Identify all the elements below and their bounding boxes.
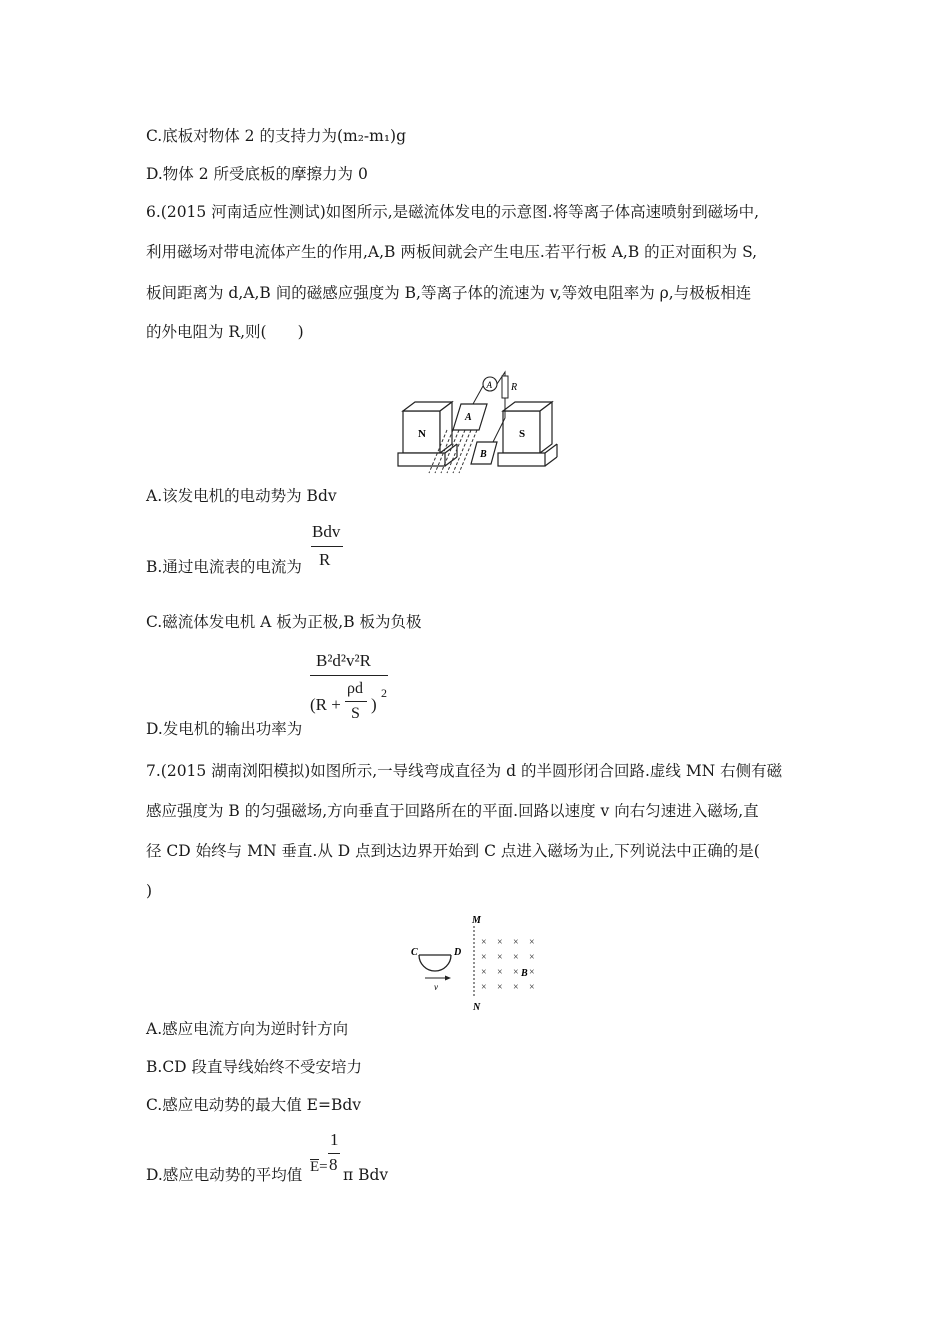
fraction-d-inner-denominator: S [351, 705, 360, 722]
svg-text:×: × [497, 952, 503, 963]
svg-text:×: × [513, 952, 519, 963]
question-7-line-4: ) [146, 882, 153, 900]
fraction-d-den-right: ) [371, 695, 377, 714]
option-6b-label: B.通过电流表的电流为 [146, 558, 302, 576]
svg-text:×: × [513, 937, 519, 948]
fig6-label-B: B [480, 449, 487, 460]
option-6d-label: D.发电机的输出功率为 [146, 720, 303, 738]
svg-text:×: × [529, 937, 535, 948]
question-7-line-1: 7.(2015 湖南浏阳模拟)如图所示,一导线弯成直径为 d 的半圆形闭合回路.虚线 MN 右侧有磁 [146, 762, 783, 780]
svg-text:×: × [529, 952, 535, 963]
fraction-d-den-left: (R + [310, 695, 341, 714]
fraction-d-numerator: B²d²v²R [316, 651, 371, 670]
mhd-generator-figure [395, 358, 560, 476]
fraction-e-numerator: 1 [330, 1130, 339, 1149]
fraction-b-denominator: R [319, 550, 331, 569]
svg-text:A: A [486, 380, 492, 390]
option-7c: C.感应电动势的最大值 E=Bdv [146, 1096, 362, 1114]
svg-text:×: × [513, 982, 519, 993]
semicircle-loop-figure [405, 910, 555, 1015]
svg-text:×: × [529, 967, 535, 978]
fig7-label-v: v [434, 982, 438, 992]
option-5c: C.底板对物体 2 的支持力为(m₂-m₁)g [146, 127, 407, 145]
option-7d-label: D.感应电动势的平均值 [146, 1166, 303, 1184]
question-6-line-2: 利用磁场对带电流体产生的作用,A,B 两板间就会产生电压.若平行板 A,B 的正对面积为 S, [146, 243, 758, 261]
resistor-icon [502, 376, 508, 398]
option-7d-tail: π Bdv [343, 1166, 389, 1184]
question-7-line-3: 径 CD 始终与 MN 垂直.从 D 点到达边界开始到 C 点进入磁场为止,下列说法中正确的是( [146, 842, 760, 860]
svg-text:×: × [497, 937, 503, 948]
magnetic-field-crosses [481, 937, 535, 993]
fig6-label-A: A [465, 412, 472, 423]
option-6c: C.磁流体发电机 A 板为正极,B 板为负极 [146, 613, 422, 631]
svg-text:×: × [481, 967, 487, 978]
fig7-label-B: B [521, 968, 528, 979]
fig6-label-S: S [519, 428, 526, 440]
option-7b: B.CD 段直导线始终不受安培力 [146, 1058, 363, 1076]
fig6-label-R: R [511, 382, 518, 393]
fraction-d-inner-numerator: ρd [347, 680, 363, 697]
fig7-label-D: D [454, 947, 462, 958]
option-5d: D.物体 2 所受底板的摩擦力为 0 [146, 165, 368, 183]
fraction-d-inner-bar [345, 701, 367, 702]
fig6-label-N: N [418, 428, 426, 440]
question-6-line-4: 的外电阻为 R,则( ) [146, 323, 304, 341]
svg-text:×: × [513, 967, 519, 978]
fraction-e-denominator: 8 [329, 1155, 338, 1174]
option-6a: A.该发电机的电动势为 Bdv [146, 487, 337, 505]
fraction-d-exponent: 2 [381, 686, 387, 700]
svg-text:×: × [529, 982, 535, 993]
svg-text:×: × [497, 967, 503, 978]
fraction-d-bar [310, 675, 388, 676]
fraction-e-lhs: E= [310, 1159, 328, 1175]
fraction-b-bar [311, 546, 343, 547]
svg-text:×: × [497, 982, 503, 993]
velocity-arrow-icon [445, 976, 451, 981]
fraction-e-bar [328, 1153, 340, 1154]
svg-text:×: × [481, 952, 487, 963]
svg-text:×: × [481, 937, 487, 948]
fig7-label-M: M [472, 915, 481, 926]
fig7-label-N: N [473, 1002, 481, 1013]
fig7-label-C: C [411, 947, 418, 958]
question-6-line-3: 板间距离为 d,A,B 间的磁感应强度为 B,等离子体的流速为 v,等效电阻率为 ρ,与极板相连 [146, 284, 752, 302]
option-7a: A.感应电流方向为逆时针方向 [146, 1020, 349, 1038]
fraction-b-numerator: Bdv [312, 522, 341, 541]
question-7-line-2: 感应强度为 B 的匀强磁场,方向垂直于回路所在的平面.回路以速度 v 向右匀速进入磁场,直 [146, 802, 759, 820]
svg-text:×: × [481, 982, 487, 993]
question-6-line-1: 6.(2015 河南适应性测试)如图所示,是磁流体发电的示意图.将等离子体高速喷射到磁场中, [146, 203, 760, 221]
